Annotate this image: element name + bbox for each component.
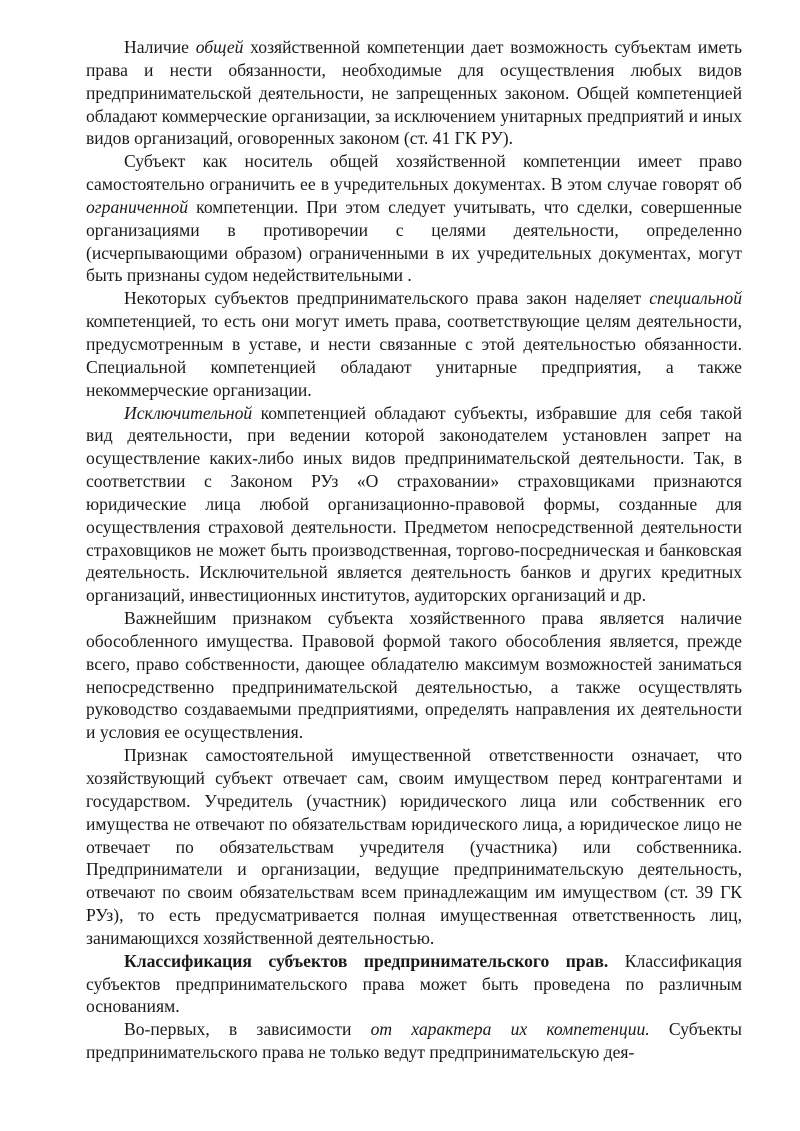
text-run: компетенцией обладают субъекты, избравшие для себя такой вид деятельности, при ведении которой законодателем установлен запрет на осуществление каких-либо иных видов предпринимательской деятельности. Так, в соответствии с Законом РУз «О страховании» страховщиками признаются юридические лица любой организационно-правовой формы, созданные для осуществления страховой деятельности. Предметом непосредственной деятельности страховщиков не может быть производственная, торгово-посредническая и банковская деятельность. Исключительной является деятельность банков и других кредитных организаций, инвестиционных институтов, аудиторских организаций и др. bbox=[86, 402, 742, 606]
text-run: компетенцией, то есть они могут иметь права, соответствующие целям деятельности, предусмотренным в уставе, и нести связанные с этой деятельностью обязанности. Специальной компетенцией обладают унитарные предприятия, а также некоммерческие организации. bbox=[86, 311, 742, 400]
paragraph-classification bbox=[86, 950, 742, 1019]
text-run: Признак самостоятельной имущественной ответственности означает, что хозяйствующий субъект отвечает сам, своим имуществом перед контрагентами и государством. Учредитель (участник) юридического лица или собственник его имущества не отвечают по обязательствам юридического лица, а юридическое лицо не отвечает по обязательствам учредителя (участника) или собственника. Предприниматели и организации, ведущие предпринимательскую деятельность, отвечают по своим обязательствам всем принадлежащим им имуществом (ст. 39 ГК РУз), то есть предусматривается полная имущественная ответственность лиц, занимающихся хозяйственной деятельностью. bbox=[86, 745, 742, 948]
paragraph-special-competence bbox=[86, 287, 742, 401]
text-run: Важнейшим признаком субъекта хозяйственного права является наличие обособленного имущества. Правовой формой такого обособления является, прежде всего, право собственности, дающее обладателю максимум возможностей заниматься непосредственно предпринимательской деятельностью, а также осуществлять руководство создаваемыми предприятиями, определять направления их деятельности и условия ее осуществления. bbox=[86, 608, 742, 743]
text-run: Субъекты предпринимательского права не только ведут предпринимательскую дея- bbox=[86, 1019, 742, 1063]
text-run: хозяйственной компетенции дает возможность субъектам иметь права и нести обязанности, необходимые для осуществления любых видов предпринимательской деятельности, не запрещенных законом. Общей компетенцией обладают коммерческие организации, за исключением унитарных предприятий и иных видов организаций, оговоренных законом (ст. 41 ГК РУ). bbox=[86, 37, 743, 149]
text-run: Некоторых субъектов предпринимательского права закон наделяет bbox=[124, 288, 650, 309]
text-run: компетенции. При этом следует учитывать, что сделки, совершенные организациями в противоречии с целями деятельности, определенно (исчерпывающими образом) ограниченными в их учредительных документах, могут быть признаны судом недействительными . bbox=[86, 196, 742, 286]
text-run: Во-первых, в зависимости bbox=[124, 1019, 371, 1040]
italic-term: общей bbox=[195, 37, 244, 57]
paragraph-separate-property bbox=[86, 607, 742, 744]
paragraph-firstly bbox=[86, 1018, 742, 1064]
text-run: Субъект как носитель общей хозяйственной компетенции имеет право самостоятельно ограничить ее в учредительных документах. В этом случае говорят об bbox=[86, 151, 742, 195]
italic-term: от характера их компетенции. bbox=[370, 1019, 650, 1040]
paragraph-general-competence bbox=[86, 36, 742, 150]
text-run: Классификация субъектов предпринимательского права может быть проведена по различным основаниям. bbox=[86, 950, 742, 1017]
italic-term: специальной bbox=[649, 288, 742, 309]
paragraph-property-liability bbox=[86, 744, 742, 950]
bold-heading: Классификация субъектов предпринимательского прав. bbox=[124, 950, 609, 971]
paragraph-exclusive-competence bbox=[86, 402, 742, 608]
italic-term: ограниченной bbox=[86, 196, 189, 217]
text-run: Наличие bbox=[124, 37, 196, 57]
paragraph-limited-competence bbox=[86, 150, 742, 287]
italic-term: Исключительной bbox=[124, 402, 253, 423]
